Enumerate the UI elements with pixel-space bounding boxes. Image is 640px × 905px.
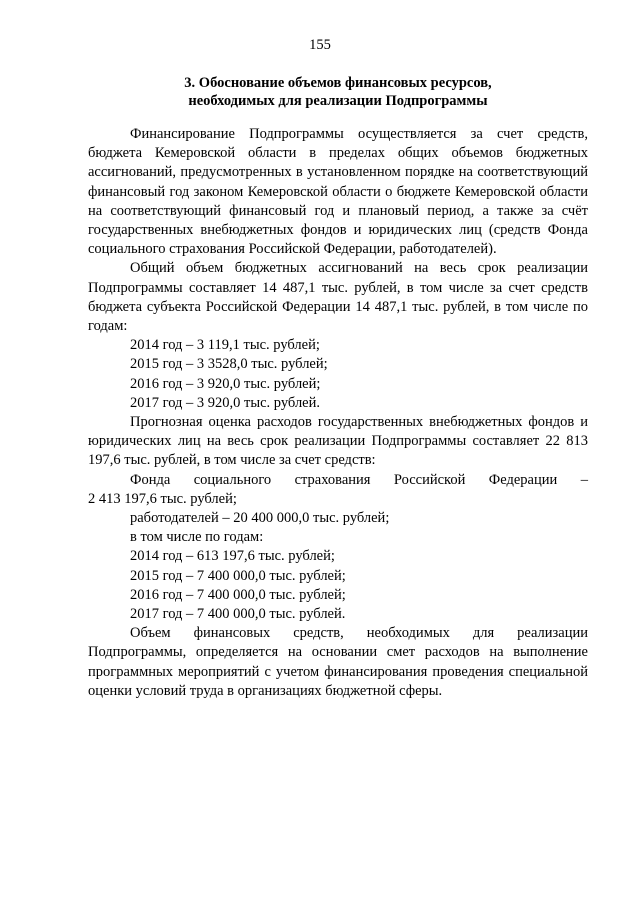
by-years-label: в том числе по годам:	[130, 529, 264, 546]
fss-line	[88, 471, 588, 490]
fss-word: Фонда	[130, 471, 171, 488]
paragraph-total-budget: Общий объем бюджетных ассигнований на весь срок реализации Подпрограммы составляет 14 487,1 тыс. рублей, в том числе за счет средств бюджета субъекта Российской Федерации 14 487,1 тыс. рублей, в том числе по годам:	[88, 260, 588, 335]
section-heading	[88, 74, 588, 110]
body-text	[88, 125, 588, 701]
paragraph-extrabudgetary-estimate: Прогнозная оценка расходов государственных внебюджетных фондов и юридических лиц на весь срок реализации Подпрограммы составляет 22 813 197,6 тыс. рублей, в том числе за счет средств:	[88, 414, 588, 469]
page-number: 155	[309, 37, 331, 53]
extrabudgetary-year-line: 2016 год – 7 400 000,0 тыс. рублей;	[130, 586, 346, 603]
extrabudgetary-year-line: 2014 год – 613 197,6 тыс. рублей;	[130, 548, 335, 565]
paragraph-financing-sources: Финансирование Подпрограммы осуществляется за счет средств, бюджета Кемеровской области в пределах общих объемов бюджетных ассигнований, предусмотренных в установленном порядке на соответствующий финансовый год законом Кемеровской области о бюджете Кемеровской области на соответствующий финансовый год и плановый период, а также за счёт государственных внебюджетных фондов и юридических лиц (средств Фонда социального страхования Российской Федерации, работодателей).	[88, 126, 588, 258]
budget-year-line: 2014 год – 3 119,1 тыс. рублей;	[130, 337, 320, 354]
budget-year-line: 2017 год – 3 920,0 тыс. рублей.	[130, 394, 321, 411]
paragraph-funding-determination: Объем финансовых средств, необходимых для реализации Подпрограммы, определяется на основании смет расходов на выполнение программных мероприятий с учетом финансирования проведения специальной оценки условий труда в организациях бюджетной сферы.	[88, 625, 588, 699]
extrabudgetary-year-line: 2017 год – 7 400 000,0 тыс. рублей.	[130, 606, 346, 623]
heading-line-1: 3. Обоснование объемов финансовых ресурсов,	[184, 75, 492, 91]
heading-line-2: необходимых для реализации Подпрограммы	[188, 93, 488, 109]
fss-word: Федерации	[488, 471, 558, 488]
extrabudgetary-year-line: 2015 год – 7 400 000,0 тыс. рублей;	[130, 567, 346, 584]
budget-year-line: 2015 год – 3 3528,0 тыс. рублей;	[130, 356, 328, 373]
fss-word: –	[580, 471, 588, 488]
budget-year-line: 2016 год – 3 920,0 тыс. рублей;	[130, 375, 321, 392]
fss-amount: 2 413 197,6 тыс. рублей;	[88, 490, 237, 507]
fss-word: страхования	[294, 471, 371, 488]
employers-line: работодателей – 20 400 000,0 тыс. рублей;	[130, 510, 390, 527]
fss-word: Российской	[393, 471, 466, 488]
fss-word: социального	[193, 471, 272, 488]
